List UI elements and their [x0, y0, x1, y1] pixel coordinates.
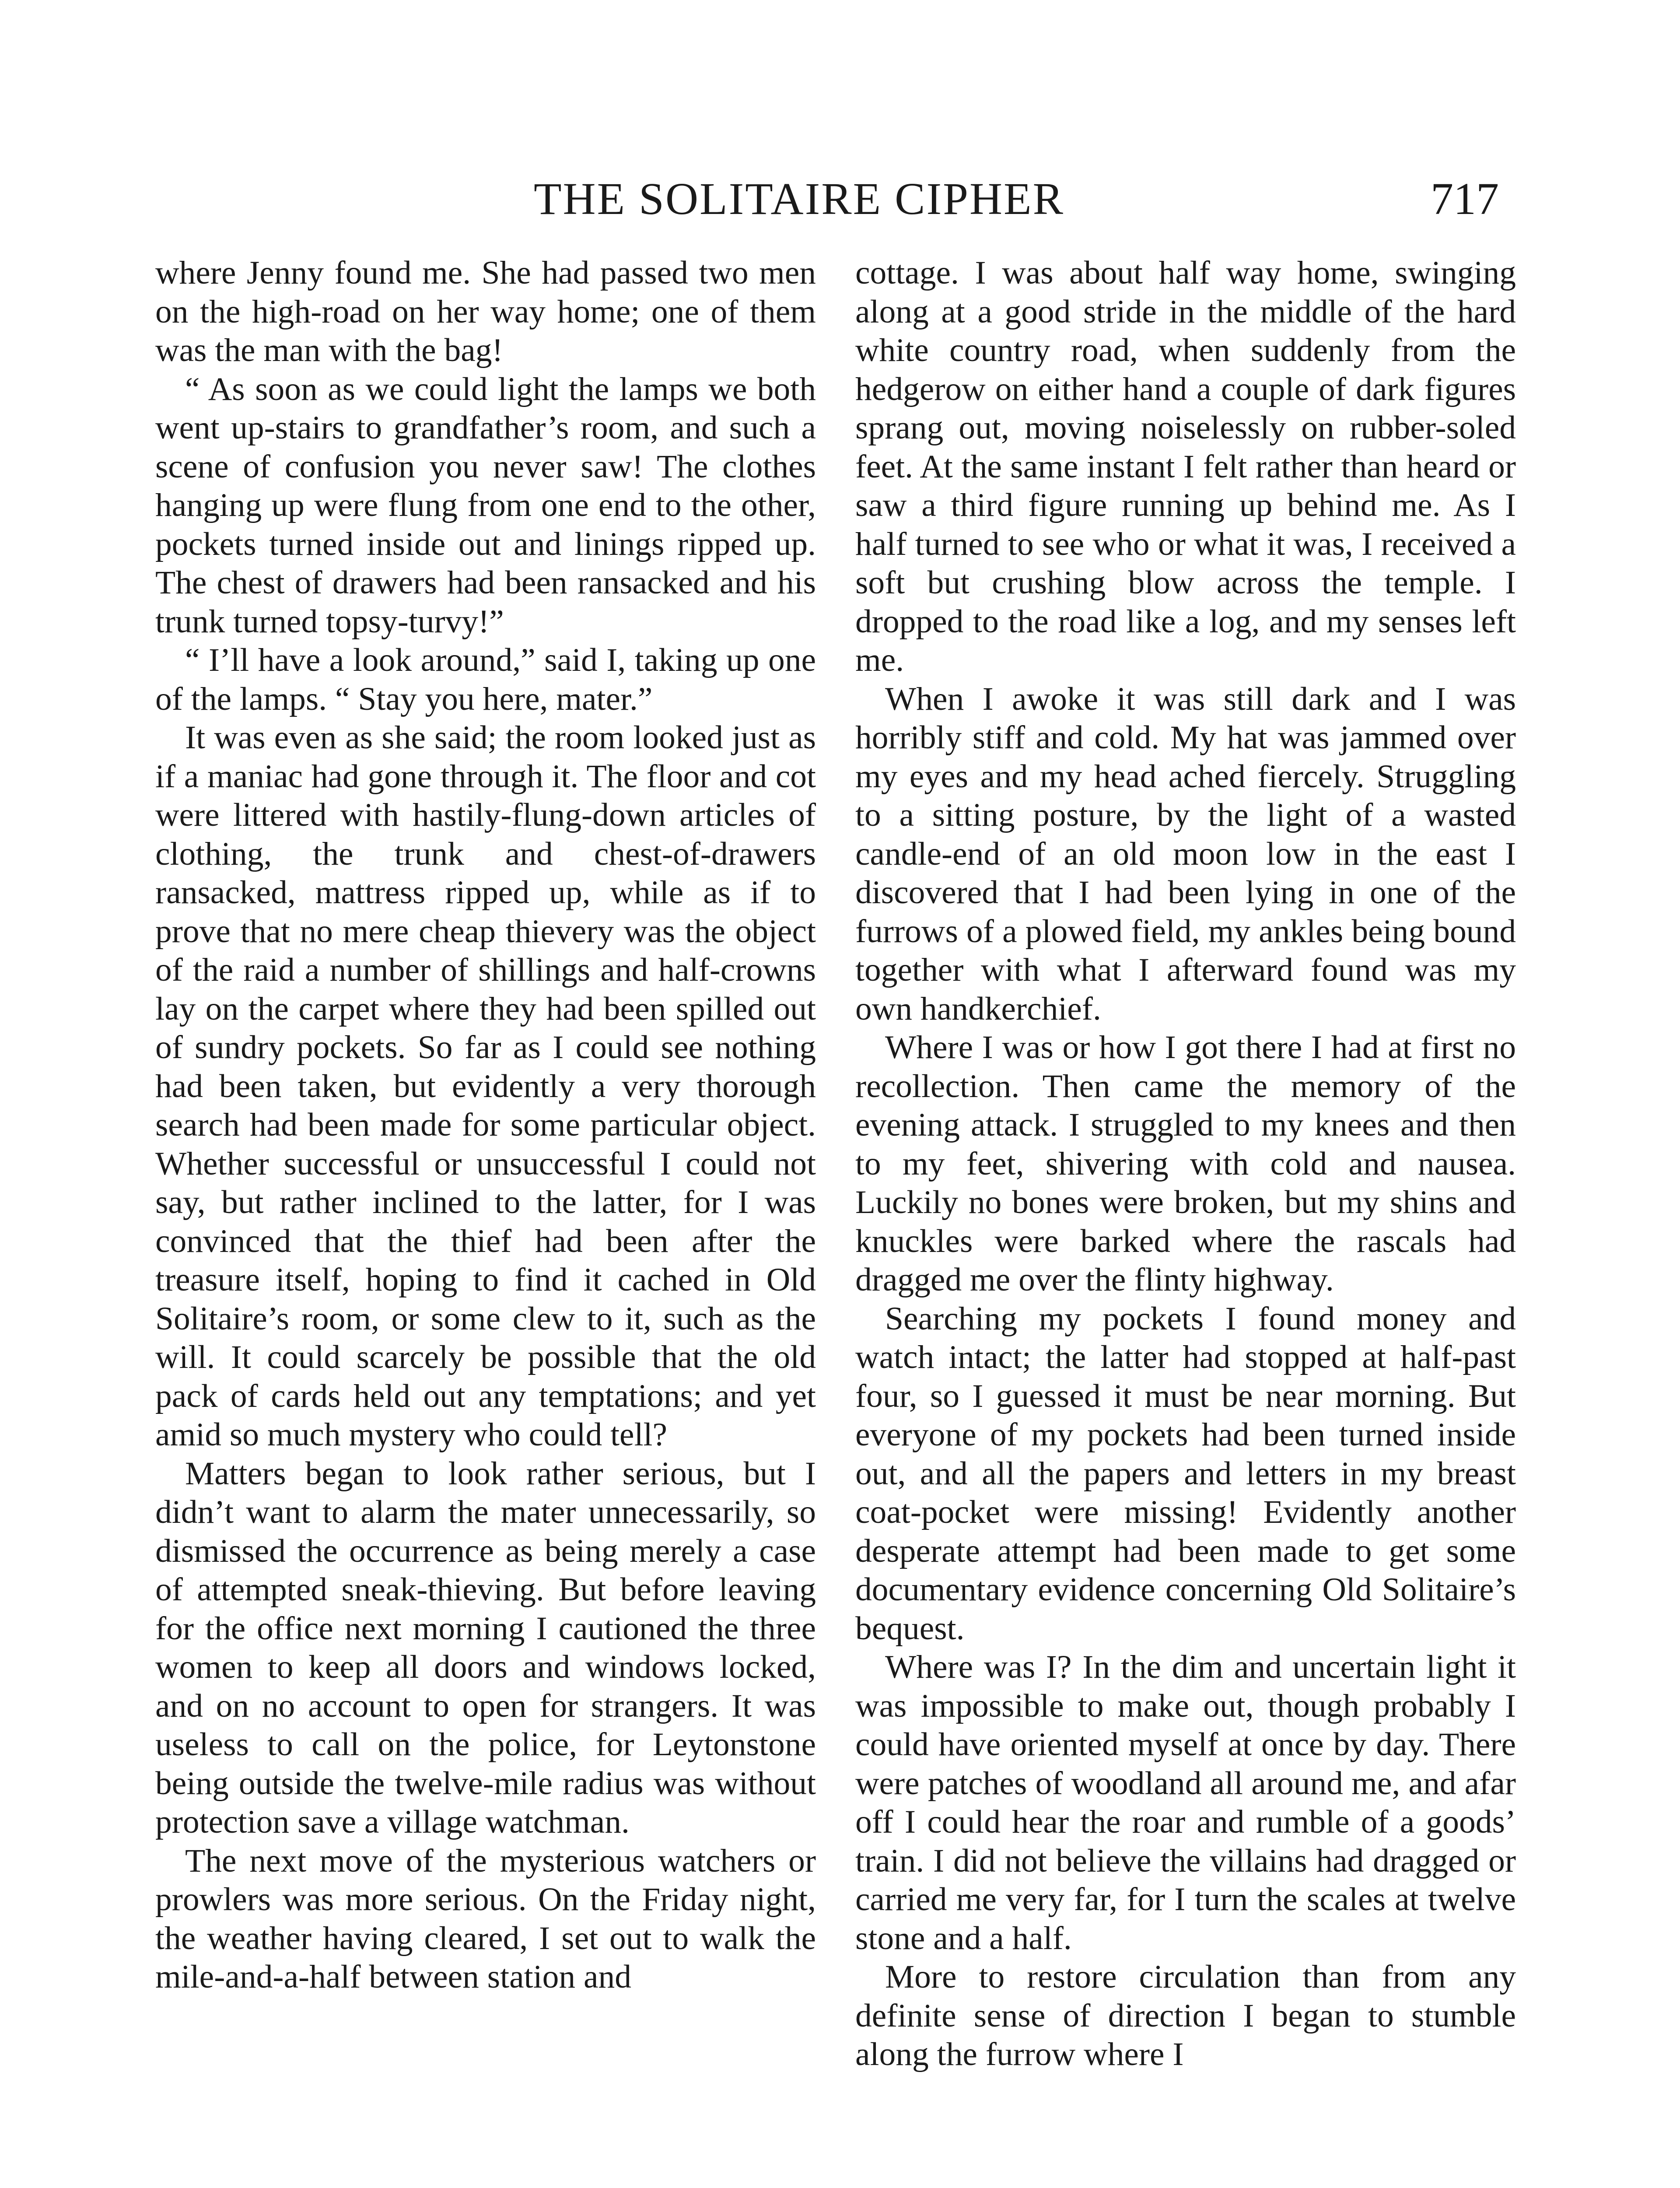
paragraph: where Jenny found me. She had passed two men on the high-road on her way home; one of them was the man with the bag!: [155, 255, 816, 368]
paragraph: “ I’ll have a look around,” said I, taking up one of the lamps. “ Stay you here, mater.”: [155, 642, 816, 717]
left-column: [155, 254, 816, 1997]
paragraph: cottage. I was about half way home, swinging along at a good stride in the middle of the hard white country road, when suddenly from the hedgerow on either hand a couple of dark figures sprang out, moving noiselessly on rubber-soled feet. At the same instant I felt rather than heard or saw a third figure running up behind me. As I half turned to see who or what it was, I received a soft but crushing blow across the temple. I dropped to the road like a log, and my senses left me.: [855, 255, 1516, 678]
right-column: [855, 254, 1516, 2074]
paragraph: Matters began to look rather serious, but I didn’t want to alarm the mater unnecessarily, so dismissed the occurrence as being merely a case of attempted sneak-thieving. But before leaving for the office next morning I cautioned the three women to keep all doors and windows locked, and on no account to open for strangers. It was useless to call on the police, for Leytonstone being outside the twelve-mile radius was without protection save a village watchman.: [155, 1455, 816, 1840]
page-number: 717: [1431, 174, 1499, 224]
paragraph: More to restore circulation than from any definite sense of direction I began to stumble along the furrow where I: [855, 1959, 1516, 2072]
paragraph: Searching my pockets I found money and watch intact; the latter had stopped at half-past four, so I guessed it must be near morning. But everyone of my pockets had been turned inside out, and all the papers and letters in my breast coat-pocket were missing! Evidently another desperate attempt had been made to get some documentary evidence concerning Old Solitaire’s bequest.: [855, 1300, 1516, 1647]
paragraph: Where I was or how I got there I had at first no recollection. Then came the memory of the evening attack. I struggled to my knees and then to my feet, shivering with cold and nausea. Luckily no bones were broken, but my shins and knuckles were barked where the rascals had dragged me over the flinty highway.: [855, 1029, 1516, 1298]
page-header: [0, 173, 1680, 234]
paragraph: “ As soon as we could light the lamps we both went up-stairs to grandfather’s room, and such a scene of confusion you never saw! The clothes hanging up were flung from one end to the other, pockets turned inside out and linings ripped up. The chest of drawers had been ransacked and his trunk turned topsy-turvy!”: [155, 371, 816, 640]
paragraph: Where was I? In the dim and uncertain light it was impossible to make out, though probably I could have oriented myself at once by day. There were patches of woodland all around me, and afar off I could hear the roar and rumble of a goods’ train. I did not believe the villains had dragged or carried me very far, for I turn the scales at twelve stone and a half.: [855, 1649, 1516, 1957]
paragraph: It was even as she said; the room looked just as if a maniac had gone through it. The floor and cot were littered with hastily-flung-down articles of clothing, the trunk and chest-of-drawers ransacked, mattress ripped up, while as if to prove that no mere cheap thievery was the object of the raid a number of shillings and half-crowns lay on the carpet where they had been spilled out of sundry pockets. So far as I could see nothing had been taken, but evidently a very thorough search had been made for some particular object. Whether successful or unsuccessful I could not say, but rather inclined to the latter, for I was convinced that the thief had been after the treasure itself, hoping to find it cached in Old Solitaire’s room, or some clew to it, such as the will. It could scarcely be possible that the old pack of cards held out any temptations; and yet amid so much mystery who could tell?: [155, 719, 816, 1453]
running-title: THE SOLITAIRE CIPHER: [534, 174, 1064, 224]
paragraph: The next move of the mysterious watchers or prowlers was more serious. On the Friday night, the weather having cleared, I set out to walk the mile-and-a-half between station and: [155, 1842, 816, 1995]
paragraph: When I awoke it was still dark and I was horribly stiff and cold. My hat was jammed over my eyes and my head ached fiercely. Struggling to a sitting posture, by the light of a wasted candle-end of an old moon low in the east I discovered that I had been lying in one of the furrows of a plowed field, my ankles being bound together with what I afterward found was my own handkerchief.: [855, 680, 1516, 1027]
